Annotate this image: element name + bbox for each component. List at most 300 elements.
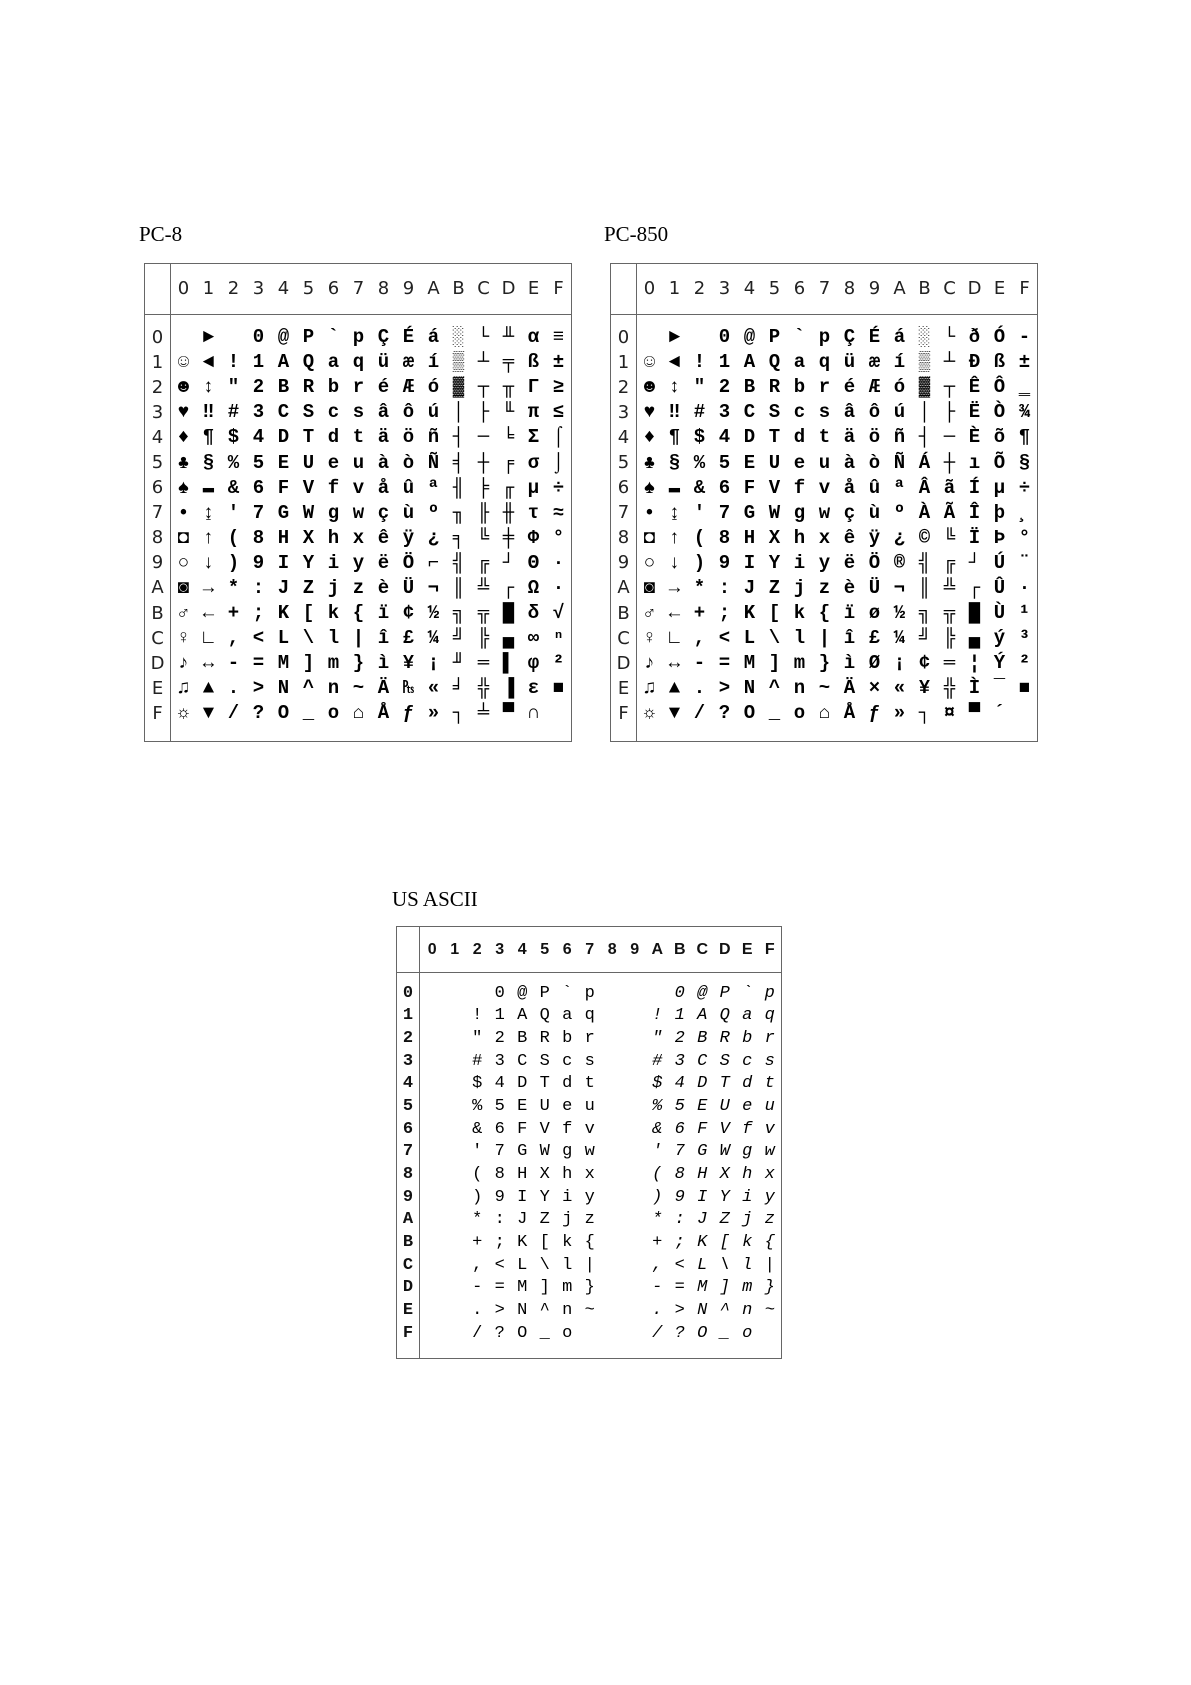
row-label: 9 bbox=[151, 552, 164, 574]
character-cell: H bbox=[277, 526, 290, 549]
character-cell: 0 bbox=[674, 983, 685, 1003]
character-cell: n bbox=[793, 677, 806, 700]
character-cell: 7 bbox=[252, 501, 265, 524]
column-header: 9 bbox=[630, 940, 640, 958]
character-cell: ( bbox=[472, 1165, 483, 1185]
column-header: 5 bbox=[302, 278, 315, 299]
character-cell: r bbox=[352, 376, 365, 399]
character-cell: q bbox=[584, 1006, 595, 1026]
character-cell: D bbox=[743, 426, 756, 449]
character-cell bbox=[624, 1118, 647, 1141]
character-cell: ~ bbox=[764, 1301, 775, 1321]
character-cell: ³ bbox=[1018, 627, 1031, 650]
character-cell: ± bbox=[552, 351, 565, 374]
row-label-divider-line bbox=[419, 927, 420, 1358]
character-cell: Φ bbox=[527, 526, 540, 549]
character-cell: 7 bbox=[494, 1142, 505, 1162]
character-cell: ∙ bbox=[552, 551, 565, 574]
character-cell: ù bbox=[402, 501, 415, 524]
character-cell: a bbox=[562, 1006, 573, 1026]
column-header: 2 bbox=[227, 278, 240, 299]
character-cell: │ bbox=[452, 401, 465, 424]
character-cell: Ñ bbox=[427, 451, 440, 474]
character-cell: t bbox=[584, 1074, 595, 1094]
character-cell: $ bbox=[693, 426, 706, 449]
character-cell: H bbox=[517, 1165, 528, 1185]
character-cell: 5 bbox=[718, 451, 731, 474]
character-cell: δ bbox=[527, 602, 540, 625]
row-label: A bbox=[617, 577, 630, 599]
character-cell: ç bbox=[843, 501, 856, 524]
character-cell: õ bbox=[993, 426, 1006, 449]
character-cell: ♥ bbox=[643, 401, 656, 424]
character-cell: V bbox=[768, 476, 781, 499]
character-cell: ¼ bbox=[427, 627, 440, 650]
character-cell: å bbox=[377, 476, 390, 499]
character-cell: h bbox=[793, 526, 806, 549]
character-cell: h bbox=[327, 526, 340, 549]
character-cell: D bbox=[697, 1074, 708, 1094]
character-cell: T bbox=[302, 426, 315, 449]
character-cell: ñ bbox=[893, 426, 906, 449]
character-cell: f bbox=[562, 1119, 573, 1139]
character-cell: s bbox=[352, 401, 365, 424]
character-cell: ☼ bbox=[643, 702, 656, 725]
character-cell: ε bbox=[527, 677, 540, 700]
character-cell: 1 bbox=[494, 1006, 505, 1026]
character-cell: m bbox=[562, 1278, 573, 1298]
character-cell: ö bbox=[868, 426, 881, 449]
character-cell: & bbox=[693, 476, 706, 499]
pc8-character-table bbox=[144, 263, 572, 742]
character-cell bbox=[421, 1186, 444, 1209]
character-cell: ╙ bbox=[502, 401, 515, 424]
character-cell: ↓ bbox=[668, 551, 681, 574]
row-label: A bbox=[151, 577, 164, 599]
character-cell: / bbox=[227, 702, 240, 725]
row-label-column bbox=[397, 982, 419, 1345]
character-cell bbox=[601, 1322, 624, 1345]
character-cell: Ω bbox=[527, 576, 540, 599]
character-cell: R bbox=[539, 1029, 550, 1049]
character-cell bbox=[601, 1277, 624, 1300]
character-cell: ▒ bbox=[918, 351, 931, 374]
character-cell: Ñ bbox=[893, 451, 906, 474]
character-cell: b bbox=[742, 1029, 753, 1049]
character-cell: Q bbox=[539, 1006, 550, 1026]
character-cell: f bbox=[327, 476, 340, 499]
character-cell bbox=[687, 325, 712, 350]
character-cell: ‼ bbox=[202, 401, 215, 424]
character-cell bbox=[421, 1095, 444, 1118]
character-cell: V bbox=[719, 1119, 730, 1139]
character-cell: w bbox=[584, 1142, 595, 1162]
column-header: 0 bbox=[177, 278, 190, 299]
character-cell: Z bbox=[719, 1210, 730, 1230]
character-cell bbox=[421, 1118, 444, 1141]
character-cell: ` bbox=[327, 326, 340, 349]
character-cell: ╘ bbox=[502, 426, 515, 449]
character-cell: ▒ bbox=[452, 351, 465, 374]
character-cell: ♂ bbox=[177, 602, 190, 625]
character-cell: | bbox=[764, 1255, 775, 1275]
column-header: 6 bbox=[793, 278, 806, 299]
character-cell: • bbox=[177, 501, 190, 524]
header-separator-line bbox=[145, 314, 571, 315]
character-cell: █ bbox=[968, 602, 981, 625]
character-cell: O bbox=[277, 702, 290, 725]
character-cell: ƒ bbox=[868, 702, 881, 725]
character-cell: ` bbox=[742, 983, 753, 1003]
character-cell: 3 bbox=[252, 401, 265, 424]
character-cell: K bbox=[277, 602, 290, 625]
character-cell: K bbox=[743, 602, 756, 625]
character-cell: 8 bbox=[494, 1165, 505, 1185]
character-cell: £ bbox=[868, 627, 881, 650]
character-cell: · bbox=[1018, 576, 1031, 599]
character-cell: ┬ bbox=[477, 376, 490, 399]
character-cell: w bbox=[818, 501, 831, 524]
character-cell: & bbox=[227, 476, 240, 499]
character-cell: È bbox=[968, 426, 981, 449]
character-cell: ♫ bbox=[643, 677, 656, 700]
character-cell: ○ bbox=[643, 551, 656, 574]
character-cell: $ bbox=[227, 426, 240, 449]
row-label: E bbox=[402, 1301, 414, 1321]
character-cell: ? bbox=[494, 1323, 505, 1343]
character-cell: v bbox=[352, 476, 365, 499]
character-cell: % bbox=[652, 1097, 663, 1117]
character-cell: Ò bbox=[993, 401, 1006, 424]
character-cell: g bbox=[793, 501, 806, 524]
character-cell: ┼ bbox=[943, 451, 956, 474]
row-label-column bbox=[145, 325, 170, 727]
character-grid bbox=[637, 325, 1037, 727]
character-cell: % bbox=[227, 451, 240, 474]
character-cell: φ bbox=[527, 652, 540, 675]
character-cell: ⁿ bbox=[552, 627, 565, 650]
character-cell: } bbox=[352, 652, 365, 675]
character-cell: . bbox=[472, 1301, 483, 1321]
character-cell: g bbox=[562, 1142, 573, 1162]
character-cell: U bbox=[719, 1097, 730, 1117]
character-cell: . bbox=[652, 1301, 663, 1321]
character-cell: ] bbox=[768, 652, 781, 675]
character-cell: L bbox=[743, 627, 756, 650]
character-cell bbox=[444, 1050, 467, 1073]
character-cell: ² bbox=[552, 652, 565, 675]
character-cell: ´ bbox=[993, 702, 1006, 725]
character-cell: º bbox=[427, 501, 440, 524]
character-cell bbox=[601, 1118, 624, 1141]
character-cell: Ü bbox=[402, 576, 415, 599]
character-cell: < bbox=[494, 1255, 505, 1275]
row-label: 5 bbox=[402, 1097, 414, 1117]
character-cell: ┴ bbox=[943, 351, 956, 374]
character-cell: 4 bbox=[252, 426, 265, 449]
character-cell: Ì bbox=[968, 677, 981, 700]
character-cell bbox=[171, 325, 196, 350]
character-cell: $ bbox=[472, 1074, 483, 1094]
row-label: C bbox=[151, 627, 164, 649]
character-cell: : bbox=[494, 1210, 505, 1230]
character-cell: H bbox=[697, 1165, 708, 1185]
character-cell: © bbox=[918, 526, 931, 549]
column-header: 4 bbox=[743, 278, 756, 299]
character-cell: P bbox=[302, 326, 315, 349]
character-cell: ┤ bbox=[918, 426, 931, 449]
row-label: 9 bbox=[402, 1187, 414, 1207]
character-cell bbox=[624, 982, 647, 1005]
character-cell: A bbox=[277, 351, 290, 374]
character-cell: ┘ bbox=[502, 551, 515, 574]
character-cell: ! bbox=[227, 351, 240, 374]
character-cell: ¦ bbox=[968, 652, 981, 675]
character-cell: ▬ bbox=[202, 476, 215, 499]
character-cell: . bbox=[227, 677, 240, 700]
character-cell: é bbox=[377, 376, 390, 399]
character-cell: • bbox=[643, 501, 656, 524]
character-cell: ♂ bbox=[643, 602, 656, 625]
character-cell: ☻ bbox=[643, 376, 656, 399]
character-cell: $ bbox=[652, 1074, 663, 1094]
character-cell: q bbox=[818, 351, 831, 374]
character-cell: 4 bbox=[674, 1074, 685, 1094]
character-cell: < bbox=[252, 627, 265, 650]
character-cell: { bbox=[352, 602, 365, 625]
character-cell: = bbox=[252, 652, 265, 675]
character-cell: û bbox=[402, 476, 415, 499]
character-cell: ╪ bbox=[502, 526, 515, 549]
character-cell: ↔ bbox=[202, 652, 215, 675]
character-cell: . bbox=[693, 677, 706, 700]
character-cell: p bbox=[818, 326, 831, 349]
character-cell: S bbox=[539, 1051, 550, 1071]
character-cell: ? bbox=[252, 702, 265, 725]
character-cell: í bbox=[893, 351, 906, 374]
character-cell: ▀ bbox=[968, 702, 981, 725]
character-cell: ╬ bbox=[943, 677, 956, 700]
column-header: 4 bbox=[517, 940, 527, 958]
character-cell: u bbox=[818, 451, 831, 474]
character-cell: ┤ bbox=[452, 426, 465, 449]
character-cell bbox=[444, 1027, 467, 1050]
character-cell: ■ bbox=[1018, 677, 1031, 700]
row-label: 8 bbox=[151, 527, 164, 549]
character-cell: ~ bbox=[584, 1301, 595, 1321]
character-cell: \ bbox=[768, 627, 781, 650]
character-cell: ä bbox=[377, 426, 390, 449]
character-cell: V bbox=[302, 476, 315, 499]
character-cell bbox=[624, 1141, 647, 1164]
character-cell: ╚ bbox=[943, 526, 956, 549]
character-cell: X bbox=[768, 526, 781, 549]
character-cell: ◄ bbox=[202, 351, 215, 374]
character-cell: e bbox=[562, 1097, 573, 1117]
character-cell: 6 bbox=[674, 1119, 685, 1139]
character-cell bbox=[624, 1209, 647, 1232]
column-header: 9 bbox=[868, 278, 881, 299]
character-cell: « bbox=[893, 677, 906, 700]
character-cell: Ä bbox=[377, 677, 390, 700]
character-cell: / bbox=[693, 702, 706, 725]
row-label: 1 bbox=[151, 351, 164, 373]
character-cell: ½ bbox=[427, 602, 440, 625]
character-cell: R bbox=[768, 376, 781, 399]
character-cell: ▲ bbox=[202, 677, 215, 700]
character-cell: ü bbox=[843, 351, 856, 374]
column-header: C bbox=[477, 278, 490, 299]
character-cell: £ bbox=[402, 627, 415, 650]
character-cell: ú bbox=[893, 401, 906, 424]
character-cell: ╔ bbox=[477, 551, 490, 574]
character-cell: ╝ bbox=[452, 627, 465, 650]
character-cell: ≤ bbox=[552, 401, 565, 424]
character-cell: i bbox=[562, 1187, 573, 1207]
character-cell: _ bbox=[302, 702, 315, 725]
character-cell: B bbox=[517, 1029, 528, 1049]
character-cell: # bbox=[652, 1051, 663, 1071]
column-header: 1 bbox=[450, 940, 460, 958]
column-header: B bbox=[918, 278, 931, 299]
row-label: 3 bbox=[151, 401, 164, 423]
character-cell bbox=[601, 1005, 624, 1028]
character-cell: > bbox=[718, 677, 731, 700]
character-cell: ¡ bbox=[893, 652, 906, 675]
character-cell: Æ bbox=[868, 376, 881, 399]
character-cell: ☼ bbox=[177, 702, 190, 725]
character-cell: P bbox=[719, 983, 730, 1003]
character-cell: ) bbox=[693, 551, 706, 574]
character-cell: ı bbox=[968, 451, 981, 474]
character-cell: b bbox=[562, 1029, 573, 1049]
character-cell: f bbox=[793, 476, 806, 499]
character-cell: o bbox=[327, 702, 340, 725]
character-cell: ö bbox=[402, 426, 415, 449]
character-cell: µ bbox=[527, 476, 540, 499]
column-header: 0 bbox=[643, 278, 656, 299]
character-cell: ) bbox=[472, 1187, 483, 1207]
character-cell: ╨ bbox=[502, 326, 515, 349]
character-cell: â bbox=[843, 401, 856, 424]
character-cell: { bbox=[584, 1233, 595, 1253]
character-cell: ã bbox=[943, 476, 956, 499]
character-cell: ╓ bbox=[502, 476, 515, 499]
character-cell: ╢ bbox=[452, 476, 465, 499]
row-label: F bbox=[618, 702, 629, 724]
character-cell: L bbox=[697, 1255, 708, 1275]
character-cell: Ú bbox=[993, 551, 1006, 574]
character-cell: ( bbox=[227, 526, 240, 549]
character-cell: n bbox=[327, 677, 340, 700]
column-header: 9 bbox=[402, 278, 415, 299]
character-cell: ¶ bbox=[668, 426, 681, 449]
character-cell: G bbox=[697, 1142, 708, 1162]
character-cell: d bbox=[742, 1074, 753, 1094]
character-cell: Q bbox=[719, 1006, 730, 1026]
character-cell: l bbox=[793, 627, 806, 650]
character-cell: z bbox=[584, 1210, 595, 1230]
character-cell: q bbox=[764, 1006, 775, 1026]
character-cell: § bbox=[1018, 451, 1031, 474]
row-label: 4 bbox=[617, 426, 630, 448]
character-cell: > bbox=[252, 677, 265, 700]
character-cell: - bbox=[472, 1278, 483, 1298]
character-cell: Ó bbox=[993, 326, 1006, 349]
character-cell: 9 bbox=[252, 551, 265, 574]
character-cell bbox=[421, 1209, 444, 1232]
character-cell: M bbox=[517, 1278, 528, 1298]
character-cell: o bbox=[793, 702, 806, 725]
character-cell: } bbox=[764, 1278, 775, 1298]
character-cell: | bbox=[352, 627, 365, 650]
character-cell: ▄ bbox=[968, 627, 981, 650]
character-cell: k bbox=[742, 1233, 753, 1253]
character-cell: A bbox=[697, 1006, 708, 1026]
character-cell: Q bbox=[768, 351, 781, 374]
character-cell bbox=[421, 1277, 444, 1300]
character-cell: v bbox=[584, 1119, 595, 1139]
character-cell: L bbox=[277, 627, 290, 650]
character-cell: ♀ bbox=[177, 627, 190, 650]
character-cell: i bbox=[327, 551, 340, 574]
character-cell: ê bbox=[843, 526, 856, 549]
character-cell: n bbox=[562, 1301, 573, 1321]
character-cell: ∟ bbox=[202, 627, 215, 650]
character-cell: ï bbox=[843, 602, 856, 625]
character-cell: ░ bbox=[918, 326, 931, 349]
character-cell bbox=[601, 1027, 624, 1050]
character-cell: ┼ bbox=[477, 451, 490, 474]
character-cell: ♠ bbox=[177, 476, 190, 499]
header-separator-line bbox=[611, 314, 1037, 315]
column-header: D bbox=[718, 940, 731, 958]
row-label: 0 bbox=[402, 983, 414, 1003]
character-cell: _ bbox=[768, 702, 781, 725]
character-cell: N bbox=[517, 1301, 528, 1321]
character-cell: ; bbox=[252, 602, 265, 625]
character-cell: O bbox=[697, 1323, 708, 1343]
character-cell bbox=[444, 1209, 467, 1232]
character-cell: → bbox=[668, 576, 681, 599]
character-cell: A bbox=[743, 351, 756, 374]
character-cell: ₧ bbox=[402, 677, 415, 700]
character-cell: 2 bbox=[718, 376, 731, 399]
character-cell: Ø bbox=[868, 652, 881, 675]
character-cell: Y bbox=[719, 1187, 730, 1207]
character-cell: ─ bbox=[477, 426, 490, 449]
character-cell bbox=[421, 1141, 444, 1164]
character-cell bbox=[444, 1254, 467, 1277]
character-cell: Σ bbox=[527, 426, 540, 449]
character-cell: Ö bbox=[868, 551, 881, 574]
character-cell: @ bbox=[697, 983, 708, 1003]
character-cell: l bbox=[327, 627, 340, 650]
character-cell: ◘ bbox=[177, 526, 190, 549]
character-cell: w bbox=[764, 1142, 775, 1162]
character-cell bbox=[421, 1254, 444, 1277]
character-cell: C bbox=[743, 401, 756, 424]
character-cell: 5 bbox=[494, 1097, 505, 1117]
character-cell: " bbox=[472, 1029, 483, 1049]
character-cell: ├ bbox=[477, 401, 490, 424]
character-cell bbox=[421, 1231, 444, 1254]
character-cell: ð bbox=[968, 326, 981, 349]
character-cell: α bbox=[527, 326, 540, 349]
character-cell: § bbox=[202, 451, 215, 474]
character-cell: 5 bbox=[252, 451, 265, 474]
character-cell: @ bbox=[743, 326, 756, 349]
